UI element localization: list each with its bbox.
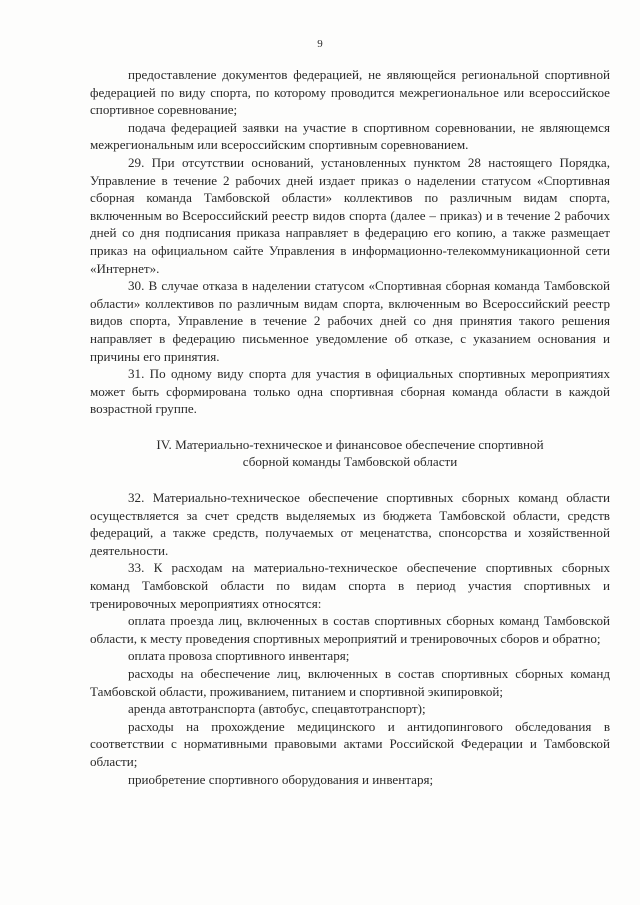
- paragraph: 31. По одному виду спорта для участия в официальных спортивных мероприятиях может быть сформирована только одна спортивная сборная команда области в каждой возрастной группе.: [90, 366, 610, 417]
- list-item: приобретение спортивного оборудования и инвентаря;: [128, 771, 434, 787]
- section-heading: [90, 436, 610, 471]
- page-number: 9: [317, 38, 323, 50]
- section-before-heading: [90, 66, 610, 418]
- paragraph: 32. Материально-техническое обеспечение спортивных сборных команд области осуществляется за счет средств выделяемых из бюджета Тамбовской области, средств федераций, а также средств, получаемых от меценатства, спонсорства и хозяйственной деятельности.: [90, 490, 610, 558]
- paragraph: подача федерацией заявки на участие в спортивном соревновании, не являющемся межрегиональным или всероссийским спортивным соревнованием.: [90, 119, 610, 153]
- list-item: аренда автотранспорта (автобус, спецавтотранспорт);: [128, 701, 426, 717]
- list-item: расходы на обеспечение лиц, включенных в состав спортивных сборных команд Тамбовской области, проживанием, питанием и спортивной экипировкой;: [90, 666, 610, 699]
- section-heading-line: сборной команды Тамбовской области: [242, 454, 458, 470]
- section-after-heading: [90, 489, 610, 788]
- document-body: [90, 66, 610, 788]
- list-item: оплата проезда лиц, включенных в состав спортивных сборных команд Тамбовской области, к месту проведения спортивных мероприятий и тренировочных сборов и обратно;: [90, 613, 610, 646]
- paragraph: 29. При отсутствии оснований, установленных пунктом 28 настоящего Порядка, Управление в течение 2 рабочих дней издает приказ о наделении статусом «Спортивная сборная команда Тамбовской области» коллективов по различным видам спорта, включенным во Всероссийский реестр видов спорта (далее – приказ) и в течение 2 рабочих дней со дня подписания приказа направляет в федерацию его копию, а также размещает приказ на официальном сайте Управления в информационно-телекоммуникационной сети «Интернет».: [90, 154, 610, 276]
- paragraph: 30. В случае отказа в наделении статусом «Спортивная сборная команда Тамбовской области» коллективов по различным видам спорта, включенным во Всероссийский реестр видов спорта, Управление в течение 2 рабочих дней со дня принятия такого решения направляет в федерацию письменное уведомление об отказе, с указанием основания и причины его принятия.: [90, 278, 610, 364]
- section-heading-line: IV. Материально-техническое и финансовое обеспечение спортивной: [156, 436, 544, 452]
- list-item: расходы на прохождение медицинского и антидопингового обследования в соответствии с нормативными правовыми актами Российской Федерации и Тамбовской области;: [90, 718, 610, 769]
- paragraph: 33. К расходам на материально-техническое обеспечение спортивных сборных команд Тамбовской области по видам спорта в период участия спортивных и тренировочных мероприятиях относятся:: [90, 560, 610, 611]
- paragraph: предоставление документов федерацией, не являющейся региональной спортивной федерацией по виду спорта, по которому проводится межрегиональное или всероссийское спортивное соревнование;: [90, 67, 610, 118]
- list-item: оплата провоза спортивного инвентаря;: [128, 648, 350, 664]
